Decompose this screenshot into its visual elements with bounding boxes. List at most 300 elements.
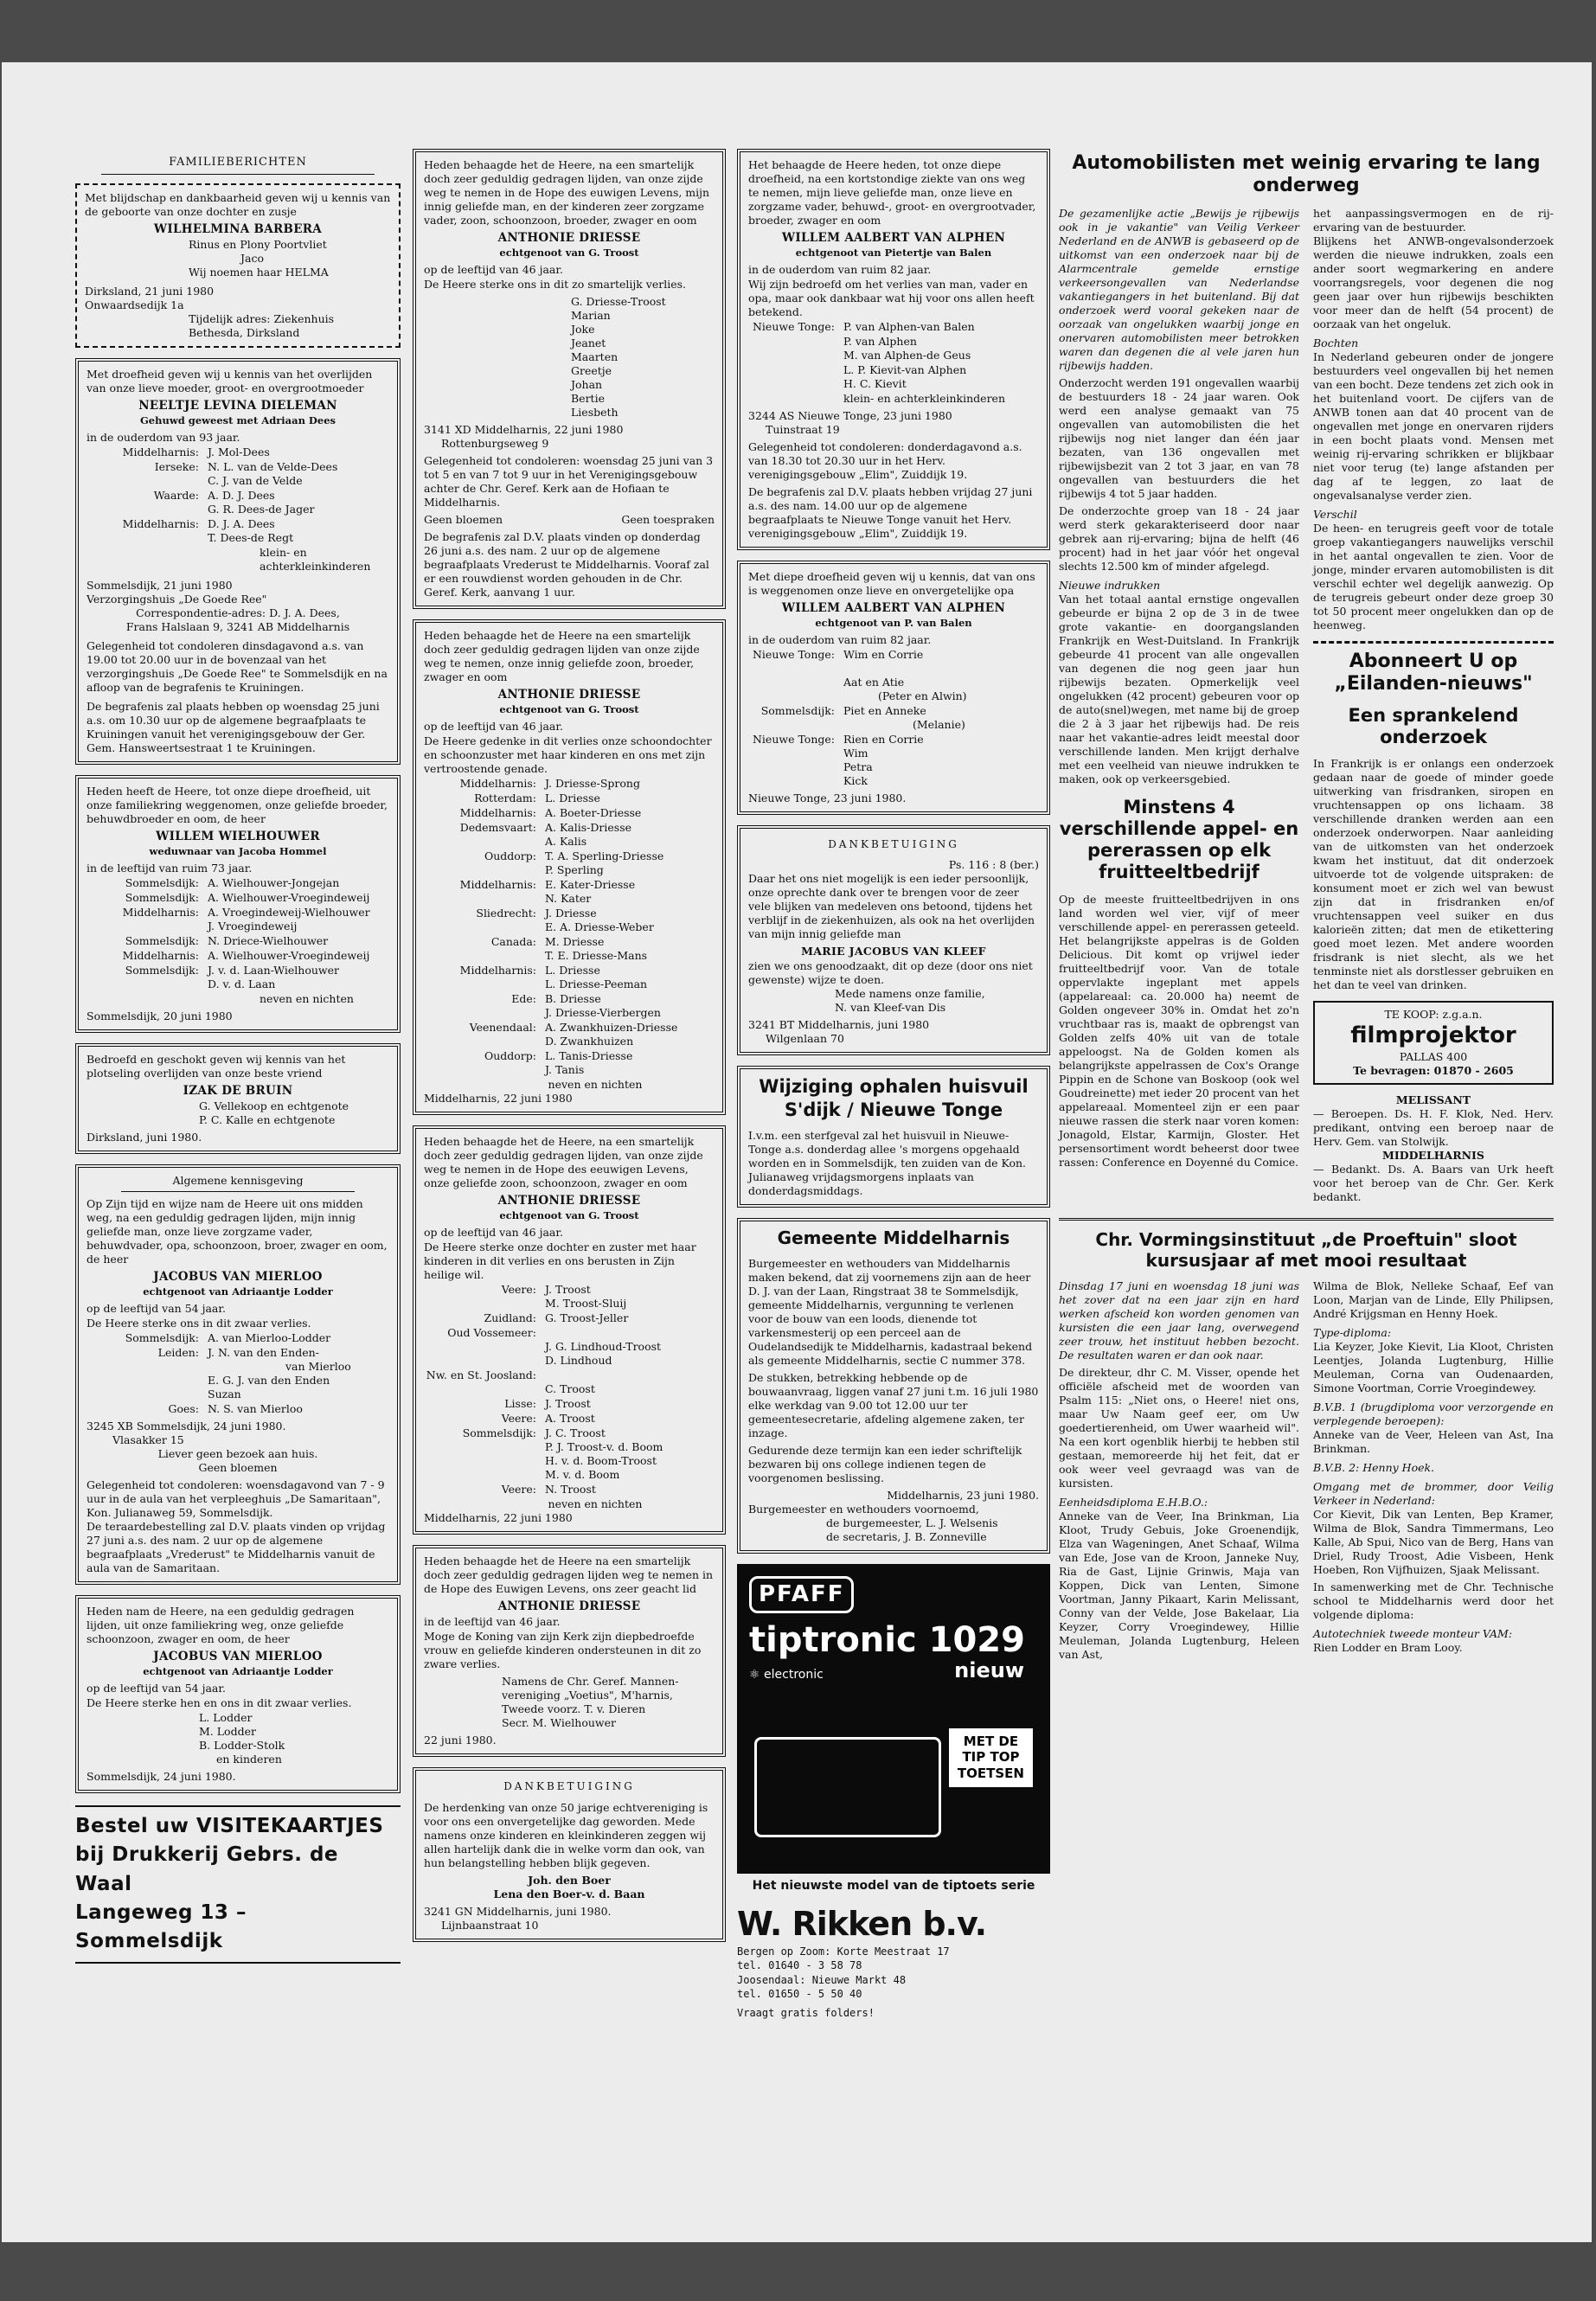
- church-heading: MELISSANT: [1395, 1093, 1471, 1107]
- obituary-driesse-4: [413, 1545, 726, 1757]
- article-text: In samenwerking met de Chr. Technische school te Middelharnis werd door het volgende diploma:: [1313, 1580, 1554, 1622]
- notice-text: De begrafenis zal D.V. plaats hebben vrijdag 27 juni a.s. des nam. 14.00 uur op de algemene begraafplaats te Nieuwe Tonge vanuit het Herv. verenigingsgebouw „Elim", Zuiddijk 19.: [748, 484, 1033, 540]
- notice-address: 3141 XD Middelharnis, 22 juni 1980: [424, 422, 624, 436]
- relative-place: Sommelsdijk:: [125, 890, 199, 904]
- relative-name: Petra: [843, 760, 873, 773]
- relative-name: J. v. d. Laan-Wielhouwer: [208, 963, 339, 977]
- article-subhead: B.V.B. 2: Henny Hoek.: [1313, 1461, 1435, 1475]
- notice-text: Daar het ons niet mogelijk is een ieder persoonlijk, onze oprechte dank over te brengen voor de zeer vele blijken van medeleven ons betoond, tijdens het verblijf in de ziekenhuizen, als ook na het overlijden van mijn innig geliefde man: [748, 872, 1035, 941]
- relative-name: T. Dees-de Regt: [208, 530, 294, 544]
- ad-line: Joosendaal: Nieuwe Markt 48: [737, 1973, 907, 1986]
- relative-name: Johan: [571, 377, 603, 391]
- notice-line: de secretaris, J. B. Zonneville: [826, 1529, 987, 1543]
- notice-age: in de ouderdom van ruim 82 jaar.: [748, 632, 932, 646]
- notice-name: WILLEM WIELHOUWER: [156, 829, 320, 843]
- relative-place: Ede:: [511, 991, 536, 1005]
- thanks-den-boer: [413, 1767, 726, 1941]
- notice-text: Heden heeft de Heere, tot onze diepe droefheid, uit onze familiekring weggenomen, onze geliefde broeder, behuwdbroeder en oom, de heer: [87, 784, 388, 825]
- relative-name: J. N. van den Enden-: [208, 1346, 319, 1360]
- relative-name: Aat en Atie: [843, 675, 905, 689]
- relative-place: Ouddorp:: [484, 849, 536, 862]
- relative-name: T. A. Sperling-Driesse: [545, 849, 664, 862]
- relative-name: P. van Alphen: [843, 334, 917, 348]
- relative-name: L. Lodder: [199, 1711, 253, 1725]
- sewing-machine-icon: [754, 1737, 941, 1837]
- relative-name: N. Driece-Wielhouwer: [208, 933, 329, 947]
- notice-line: Rinus en Plony Poortvliet: [189, 237, 327, 251]
- obituary-wielhouwer: [75, 775, 401, 1033]
- notice-text: De Heere gedenke in dit verlies onze schoondochter en schoonzuster met haar kinderen en ons met zijn vertroostende genade.: [424, 734, 712, 775]
- relative-name: D. J. A. Dees: [208, 516, 275, 530]
- relative-name: N. S. van Mierloo: [208, 1402, 303, 1416]
- notice-address: Vlasakker 15: [112, 1433, 184, 1447]
- relative-name: L. Driesse: [545, 791, 600, 804]
- relative-name: J. G. Lindhoud-Troost: [545, 1339, 662, 1353]
- notice-spouse: Gehuwd geweest met Adriaan Dees: [139, 414, 337, 427]
- notice-name: IZAK DE BRUIN: [183, 1083, 293, 1098]
- article-text: Op de meeste fruitteeltbedrijven in ons land worden wel vier, vijf of meer verschillende appel- en pererassen geteeld. Het belangrijkste appelras is de Golden Delicious. Dit komt op vrijwel ieder fruitteeltbedrijf voor. Van de totale oppervlakte ingeplant met appels (appelareaal: ca. 20.000 ha) neemt de Golden ongeveer 30% in. Omdat het zo'n vruchtbaar ras is, maakt de opbrengst van Golden zelfs 40% uit van de totale appeloogst. Na de Golden komen als belangrijkste appelrassen de Cox's Orange Pippin en de Schone van Boskoop (ook wel Goudreinette) met ieder 20 procent van het appelareaal. Momenteel zijn er een paar nieuwe rassen die sterk naar voren komen: Jonagold, Elstar, Karmijn, Gloster. Het persensortiment wordt beheerst door twee rassen: Conference en Doyenné du Comice.: [1059, 892, 1299, 1169]
- obituary-van-alphen-2: [737, 561, 1050, 815]
- relative-name: Maarten: [571, 349, 619, 363]
- notice-line: Geen toespraken: [621, 512, 715, 526]
- relative-name: Marian: [571, 308, 611, 322]
- ad-line: MET DE: [963, 1733, 1019, 1749]
- relative-place: Veenendaal:: [469, 1020, 536, 1034]
- notice-age: op de leeftijd van 54 jaar.: [87, 1682, 226, 1695]
- relative-name: M. van Alphen-de Geus: [843, 348, 971, 362]
- notice-date: Middelharnis, 22 juni 1980: [424, 1091, 573, 1105]
- notice-text: Gelegenheid tot condoleren dinsdagavond a.s. van 19.00 tot 20.00 uur in de bovenzaal van het verzorgingshuis „De Goede Ree" te Sommelsdijk en na afloop van de begrafenis te Kruiningen.: [87, 638, 388, 694]
- relative-place: Ouddorp:: [484, 1048, 536, 1062]
- relative-place: Middelharnis:: [459, 877, 536, 891]
- notice-name: MARIE JACOBUS VAN KLEEF: [801, 945, 986, 958]
- notice-date: Dirksland, juni 1980.: [87, 1131, 202, 1144]
- notice-line: de burgemeester, L. J. Welsenis: [826, 1516, 998, 1529]
- notice-date: Dirksland, 21 juni 1980: [85, 284, 215, 298]
- relative-name: J. Driesse: [545, 906, 597, 920]
- ad-tagline: Het nieuwste model van de tiptoets serie: [752, 1878, 1035, 1893]
- column-4: [1059, 149, 1554, 1662]
- relative-name: G. Troost-Jeller: [545, 1311, 629, 1324]
- notice-text: Heden behaagde het de Heere, na een smartelijk doch zeer geduldig gedragen lijden, van onze zijde weg te nemen in de Hope des euwigen Levens, mijn innig geliefde man, en der kinderen zeer zorgzame vader, zoon, schoonzoon, broeder, zwager en oom: [424, 158, 710, 227]
- notice-name: Joh. den Boer: [528, 1873, 611, 1887]
- relative-place: Middelharnis:: [459, 963, 536, 977]
- relative-name: D. Lindhoud: [545, 1353, 612, 1367]
- ad-line: nieuw: [954, 1657, 1024, 1682]
- relative-name: A. van Mierloo-Lodder: [208, 1331, 331, 1345]
- relative-name: Suzan: [208, 1388, 241, 1401]
- article-text: Rien Lodder en Bram Looy.: [1313, 1641, 1463, 1655]
- notice-heading: DANKBETUIGING: [828, 837, 959, 850]
- relative-name: Jeanet: [571, 336, 606, 349]
- notice-address: 3241 GN Middelharnis, juni 1980.: [424, 1904, 612, 1918]
- relative-place: Sommelsdijk:: [125, 1331, 199, 1345]
- article-subhead: Omgang met de brommer, door Veilig Verkeer in Nederland:: [1313, 1480, 1554, 1508]
- relative-name: (Peter en Alwin): [878, 689, 967, 702]
- article-text: Anneke van de Veer, Heleen van Ast, Ina Brinkman.: [1313, 1428, 1554, 1456]
- relative-name: J. Vroegindeweij: [208, 919, 298, 933]
- notice-text: Op Zijn tijd en wijze nam de Heere uit ons midden weg, na een geduldig gedragen lijden, mijn innig geliefde man, onze lieve zorgzame vader, behuwdvader, opa, schoonzoon, broer, zwager en oom, de heer: [87, 1197, 388, 1266]
- relative-name: A. Kalis-Driesse: [545, 820, 632, 834]
- relative-place: Middelharnis:: [459, 805, 536, 819]
- municipality-notice: [737, 1218, 1050, 1554]
- notice-name: ANTHONIE DRIESSE: [497, 687, 641, 702]
- notice-line: klein- en achterkleinkinderen: [260, 545, 371, 573]
- relative-place: [748, 363, 843, 391]
- relative-name: L. Driesse-Peeman: [545, 977, 648, 990]
- notice-line: Bethesda, Dirksland: [189, 325, 300, 339]
- relative-name: P. J. Troost-v. d. Boom: [545, 1439, 663, 1453]
- notice-line: klein- en achterkleinkinderen: [843, 391, 1005, 405]
- notice-spouse: echtgenoot van Adriaantje Lodder: [143, 1285, 333, 1298]
- relative-place: Veere:: [501, 1482, 536, 1496]
- article-subhead: Bochten: [1313, 336, 1359, 349]
- ad-line: bij Drukkerij Gebrs. de Waal: [75, 1843, 339, 1895]
- article-text: De onderzochte groep van 18 - 24 jaar werd sterk gekarakteriseerd door naar gebrek aan rij-ervaring; bijna de helft (46 procent) had in het jaar vóór het ongeval slechts 12.500 km of minder afgelegd.: [1059, 503, 1299, 573]
- section-header: [75, 156, 401, 175]
- rikken-address: [737, 1945, 1050, 2020]
- notice-text: zien we ons genoodzaakt, dit op deze (door ons niet gewenste) wijze te doen.: [748, 959, 1033, 987]
- atom-icon: ⚛: [749, 1668, 760, 1682]
- relative-place: Middelharnis:: [122, 445, 199, 458]
- article-text: Onderzocht werden 191 ongevallen waarbij de bestuurders 18 - 24 jaar waren. Ook werd een analyse gemaakt van 75 ongevallen van automobilisten die het rijbewijs nog niet langer dan één jaar bezaten, van 136 ongevallen met rijbewijsbezit van 2 tot 3 jaar, en van 78 ongevallen van bestuurders die het rijbewijs 4 tot 5 jaar hadden.: [1059, 375, 1299, 500]
- relative-name: en kinderen: [216, 1753, 282, 1766]
- notice-text: De begrafenis zal D.V. plaats vinden op donderdag 26 juni a.s. des nam. 2 uur op de algemene begraafplaats Vrederust te Middelharnis. Vooraf zal er een rouwdienst worden gehouden in de Chr. Geref. Kerk, aanvang 1 uur.: [424, 529, 709, 599]
- ad-line: Langeweg 13 – Sommelsdijk: [75, 1901, 247, 1953]
- article-headline: Automobilisten met weinig ervaring te lang onderweg: [1072, 152, 1541, 197]
- notice-text: I.v.m. een sterfgeval zal het huisvuil in Nieuwe-Tonge a.s. donderdag allee 's morgens opgehaald worden en in Sommelsdijk, ten zuiden van de Kon. Julianaweg vrijdagsmorgens inplaats van donderdagsmiddags.: [748, 1129, 1027, 1198]
- relative-name: Bertie: [571, 391, 605, 405]
- notice-name: ANTHONIE DRIESSE: [497, 1193, 641, 1208]
- notice-text: Met droefheid geven wij u kennis van het overlijden van onze lieve moeder, groot- en overgrootmoeder: [87, 367, 373, 394]
- relative-name: Wim en Corrie: [843, 647, 924, 661]
- notice-text: De teraardebestelling zal D.V. plaats vinden op vrijdag 27 juni a.s. des nam. 2 uur op de algemene begraafplaats „Vrederust" te Middelharnis vanuit de aula van de Samaritaan.: [87, 1520, 386, 1575]
- relative-place: Sliedrecht:: [476, 906, 536, 920]
- relative-place: Middelharnis:: [122, 948, 199, 962]
- relative-name: A. Wielhouwer-Vroegindeweij: [208, 890, 370, 904]
- relative-name: (Melanie): [913, 717, 965, 731]
- relative-place: Zuidland:: [484, 1311, 536, 1324]
- obituary-driesse-2: [413, 619, 726, 1115]
- relative-name: J. C. Troost: [545, 1426, 606, 1439]
- ad-line: Vraagt gratis folders!: [737, 2007, 875, 2020]
- obituary-van-mierloo-2: [75, 1595, 401, 1793]
- subscribe-ad: Abonneert U op „Eilanden-nieuws": [1313, 641, 1554, 696]
- notice-date: 22 juni 1980.: [424, 1734, 497, 1747]
- notice-text: Gelegenheid tot condoleren: woensdagavond van 7 - 9 uur in de aula van het verpleeghuis „De Samaritaan", Kon. Julianaweg 59, Sommelsdijk.: [87, 1478, 385, 1520]
- relative-name: A. Boeter-Driesse: [545, 805, 642, 819]
- relative-place: [748, 335, 843, 362]
- relative-place: Goes:: [168, 1402, 199, 1416]
- article-text: Cor Kievit, Dik van Lenten, Bep Kramer, Wilma de Blok, Sandra Timmermans, Leo Kalle, Ab Spui, Nico van de Berg, Hans van Driel, Rudy Troost, Adie Visbeen, Henk Hoeben, Ron Vijfhuizen, Sjaak Melissant.: [1313, 1508, 1554, 1577]
- relative-name: E. Kater-Driesse: [545, 877, 636, 891]
- notice-line: Secr. M. Wielhouwer: [502, 1716, 616, 1730]
- article-headline: Een sprankelend onderzoek: [1348, 704, 1519, 747]
- notice-age: in de leeftijd van ruim 73 jaar.: [87, 861, 253, 875]
- notice-line: neven en nichten: [548, 1077, 643, 1091]
- notice-address: 3244 AS Nieuwe Tonge, 23 juni 1980: [748, 408, 952, 422]
- notice-text: Gelegenheid tot condoleren: woensdag 25 juni van 3 tot 5 en van 7 tot 9 uur in het Verenigingsgebouw achter de Chr. Geref. Kerk aan de Hofiaan te Middelharnis.: [424, 453, 714, 509]
- relative-name: H. v. d. Boom-Troost: [545, 1453, 657, 1467]
- relative-place: Lisse:: [504, 1396, 536, 1410]
- notice-text: Met blijdschap en dankbaarheid geven wij u kennis van de geboorte van onze dochter en zusje: [85, 190, 391, 218]
- relative-name: A. Kalis: [545, 834, 587, 848]
- pfaff-ad: [737, 1564, 1050, 1893]
- relative-place: Leiden:: [157, 1346, 199, 1360]
- relative-name: J. Troost: [545, 1396, 591, 1410]
- relative-name: E. A. Driesse-Weber: [545, 920, 654, 933]
- article-text: Van het totaal aantal ernstige ongevallen gebeurde er bijna 2 op de 3 in de twee grote vakantie- en doorgangslanden Frankrijk en West-Duitsland. In Frankrijk gebeurde 41 procent van alle ongevallen van degenen die nog geen jaar hun rijbewijs bezaten. Opmerkelijk veel ongelukken (42 procent) gebeuren voor op de auto(snel)wegen, met name bij de groep die 2 à 3 jaar het rijbewijs had. De reis naar het vakantie-adres leidt meestal door verschillende landen. Men krijgt derhalve met een veelheid van nieuwe indrukken te maken, ook op verkeersgebied.: [1059, 592, 1299, 785]
- notice-name: JACOBUS VAN MIERLOO: [153, 1650, 323, 1664]
- notice-text: Heden behaagde het de Heere na een smartelijk doch zeer geduldig gedragen lijden weg te nemen in de Hope des Euwigen Levens, ons zeer geacht lid: [424, 1554, 714, 1595]
- relative-name: T. E. Driesse-Mans: [545, 948, 648, 962]
- ad-line: Te bevragen: 01870 - 2605: [1353, 1064, 1514, 1078]
- ad-line: PALLAS 400: [1399, 1050, 1468, 1064]
- article-subhead: Autotechniek tweede monteur VAM:: [1313, 1627, 1513, 1641]
- obituary-van-mierloo-1: [75, 1164, 401, 1585]
- ad-line: TIP TOP: [962, 1749, 1020, 1766]
- church-heading: MIDDELHARNIS: [1382, 1149, 1484, 1163]
- notice-line: De Heere sterke ons in dit zo smartelijk verlies.: [424, 277, 687, 291]
- notice-line: De Heere sterke ons in dit zwaar verlies.: [87, 1317, 311, 1330]
- notice-address: Tuinstraat 19: [766, 422, 840, 436]
- notice-line: Tweede voorz. T. v. Dieren: [502, 1702, 646, 1716]
- relative-place: Rotterdam:: [474, 791, 536, 804]
- notice-name: ANTHONIE DRIESSE: [497, 231, 641, 245]
- relative-place: Middelharnis:: [122, 905, 199, 919]
- notice-spouse: echtgenoot van Pietertje van Balen: [795, 247, 992, 260]
- notice-age: op de leeftijd van 46 jaar.: [424, 719, 563, 733]
- ad-line: electronic: [764, 1668, 824, 1682]
- ad-line: tel. 01640 - 3 58 78: [737, 1959, 862, 1972]
- notice-line: neven en nichten: [260, 991, 354, 1005]
- relative-name: M. v. d. Boom: [545, 1467, 620, 1481]
- relative-name: Kick: [843, 773, 868, 787]
- relative-name: J. Driesse-Sprong: [545, 776, 640, 790]
- relative-place: Ierseke:: [154, 459, 199, 473]
- notice-line: Geen bloemen: [198, 1461, 278, 1475]
- relative-name: C. Troost: [545, 1381, 595, 1395]
- notice-text: Burgemeester en wethouders van Middelharnis maken bekend, dat zij voornemens zijn aan de heer D. J. van der Laan, Ringstraat 38 te Sommelsdijk, gemeente Middelharnis, vergunning te verlenen voor de bouw van een loods, dienende tot varkensmesterij op een perceel aan de Oudelandsedijk te Middelharnis, kadastraal bekend als gemeente Middelharnis, sectie C nummer 378.: [748, 1256, 1033, 1367]
- relative-name: L. Driesse: [545, 963, 600, 977]
- notice-age: in de ouderdom van 93 jaar.: [87, 430, 240, 444]
- article-text: In Frankrijk is er onlangs een onderzoek gedaan naar de goede of minder goede uitwerking van frisdranken, siropen en vruchtensappen op ons lichaam. 38 verschillende dranken werden aan een onderzoek onderworpen. Naar aanleiding van de uitkomsten van het onderzoek kwam het instituut, dat dit onderzoek uitvoerde tot de volgende uitspraken: de konsument moet er zich wel van bewust zijn dat in frisdranken en/of vruchtensappen veel suiker en dus kalorieën zitten; dat men de etikettering goed moet lezen. Met andere woorden frisdrank is niet slecht, als we het tenminste niet als dorstlesser gebruiken en het dan te veel van drinken.: [1313, 756, 1554, 991]
- notice-name: WILLEM AALBERT VAN ALPHEN: [781, 231, 1006, 245]
- notice-text: De stukken, betrekking hebbende op de bouwaanvraag, liggen vanaf 27 juni t.m. 16 juli 1980 elke werkdag van 9.00 tot 12.00 uur ter gemeentesecretarie, afdeling algemene zaken, ter inzage.: [748, 1370, 1039, 1439]
- notice-line: Mede namens onze familie,: [835, 987, 985, 1001]
- obituary-van-alphen-1: [737, 149, 1050, 550]
- relative-place: Sommelsdijk:: [462, 1426, 536, 1439]
- notice-text: Het behaagde de Heere heden, tot onze diepe droefheid, na een kortstondige ziekte van ons weg te nemen, mijn lieve geliefde man, onze lieve en zorgzame vader, behuwd-, groot- en overgrootvader, broeder, zwager en oom: [748, 158, 1036, 227]
- relative-name: Rien en Corrie: [843, 732, 924, 746]
- relative-name: A. Vroegindeweij-Wielhouwer: [208, 905, 370, 919]
- relative-name: B. Driesse: [545, 991, 601, 1005]
- relative-place: Canada:: [490, 934, 536, 948]
- article-headline: Chr. Vormingsinstituut „de Proeftuin" sloot kursusjaar af met mooi resultaat: [1095, 1229, 1517, 1272]
- notice-age: op de leeftijd van 54 jaar.: [87, 1302, 226, 1316]
- relative-place: Nieuwe Tonge:: [752, 732, 835, 746]
- obituary-de-bruin: [75, 1043, 401, 1154]
- notice-line: N. van Kleef-van Dis: [835, 1001, 946, 1015]
- relative-name: P. Sperling: [545, 862, 604, 876]
- notice-name: ANTHONIE DRIESSE: [497, 1599, 641, 1613]
- notice-text: Bedroefd en geschokt geven wij kennis van het plotseling overlijden van onze beste vriend: [87, 1052, 346, 1080]
- notice-address: Wilgenlaan 70: [766, 1032, 844, 1046]
- relative-place: Sommelsdijk:: [760, 703, 835, 717]
- relative-name: A. Wielhouwer-Vroegindeweij: [208, 948, 370, 962]
- relative-place: Sommelsdijk:: [125, 875, 199, 889]
- relative-place: Waarde:: [153, 488, 199, 502]
- notice-spouse: echtgenoot van Adriaantje Lodder: [143, 1665, 333, 1678]
- relative-name: C. J. van de Velde: [208, 473, 303, 487]
- ad-line: Bergen op Zoom: Korte Meestraat 17: [737, 1945, 950, 1958]
- article-subhead: Type-diploma:: [1313, 1326, 1392, 1340]
- notice-line: Namens de Chr. Geref. Mannen-: [502, 1675, 679, 1689]
- obituary-dieleman: [75, 358, 401, 765]
- ad-line: TE KOOP: z.g.a.n.: [1384, 1007, 1483, 1021]
- relative-name: Greetje: [571, 363, 612, 377]
- notice-spouse: echtgenoot van G. Troost: [499, 247, 639, 260]
- relative-place: Sommelsdijk:: [125, 933, 199, 947]
- notice-heading: Gemeente Middelharnis: [777, 1227, 1010, 1249]
- ad-line: filmprojektor: [1350, 1022, 1516, 1048]
- article-proeftuin: [1059, 1279, 1554, 1662]
- article-headline: Minstens 4 verschillende appel- en pererassen op elk fruitteeltbedrijf: [1059, 796, 1299, 883]
- relative-name: H. C. Kievit: [843, 376, 907, 390]
- notice-address: 3245 XB Sommelsdijk, 24 juni 1980.: [87, 1420, 286, 1433]
- notice-spouse: echtgenoot van P. van Balen: [815, 617, 972, 630]
- article-text: De heen- en terugreis geeft voor de totale groep vakantiegangers nauwelijks verschil in het aantal ongevallen te zien. Voor de jonge, minder ervaren automobilisten is dit verschil echter wel degelijk aanwezig. Op de terugreis gebeurt onder deze groep 30 tot 50 procent meer ongelukken dan op de heenweg.: [1313, 521, 1554, 631]
- notice-spouse: echtgenoot van G. Troost: [499, 703, 639, 716]
- relative-name: van Mierloo: [285, 1360, 351, 1374]
- notice-date: Sommelsdijk, 24 juni 1980.: [87, 1770, 236, 1784]
- relative-place: Nieuwe Tonge:: [752, 647, 835, 661]
- article-text: het aanpassingsvermogen en de rij-ervaring van de bestuurder.: [1313, 206, 1554, 234]
- relative-name: J. Driesse-Vierbergen: [545, 1005, 661, 1019]
- relative-name: A. Zwankhuizen-Driesse: [545, 1020, 678, 1034]
- notice-name: WILHELMINA BARBERA: [153, 221, 323, 236]
- notice-age: in de leeftijd van 46 jaar.: [424, 1615, 561, 1629]
- relative-place: Veere:: [501, 1282, 536, 1296]
- article-text: Blijkens het ANWB-ongevalsonderzoek werden die nieuwe indrukken, zoals een ander soort wegmarkering en andere voorrangsregels, voor degenen die nog geen jaar over hun rijbewijs beschikten voor meer dan de helft (54 procent) de oorzaak van het ongeluk.: [1313, 234, 1554, 330]
- article-subhead: Nieuwe indrukken: [1059, 578, 1161, 592]
- relative-place: Nieuwe Tonge:: [752, 319, 835, 333]
- relative-name: N. L. van de Velde-Dees: [208, 459, 338, 473]
- relative-name: Wim: [843, 746, 869, 760]
- relative-name: B. Lodder-Stolk: [199, 1739, 285, 1753]
- relative-place: Middelharnis:: [122, 516, 199, 530]
- relative-name: D. Zwankhuizen: [545, 1034, 634, 1048]
- notice-text: Heden behaagde het de Heere na een smartelijk doch zeer geduldig gedragen lijden van onze zijde weg te nemen, onze innig geliefde zoon, broeder, zwager en oom: [424, 628, 700, 683]
- relative-name: G. Driesse-Troost: [571, 294, 666, 308]
- birth-announcement: [75, 183, 401, 348]
- notice-text: Wij zijn bedroefd om het verlies van man, vader en opa, maar ook dankbaar wat hij voor ons allen heeft betekend.: [748, 277, 1035, 318]
- relative-name: A. Troost: [545, 1411, 595, 1425]
- notice-text: De Heere sterke onze dochter en zuster met haar kinderen in dit verlies en ons berusten in Zijn heilige wil.: [424, 1240, 696, 1281]
- business-card-ad: [75, 1805, 401, 1964]
- notice-line: Frans Halslaan 9, 3241 AB Middelharnis: [125, 619, 350, 633]
- notice-name: JACOBUS VAN MIERLOO: [153, 1270, 323, 1285]
- section-title: FAMILIEBERICHTEN: [169, 156, 307, 169]
- notice-text: Met diepe droefheid geven wij u kennis, dat van ons is weggenomen onze lieve en onvergetelijke opa: [748, 569, 1035, 597]
- column-1: [75, 149, 401, 1964]
- article-subhead: Eenheidsdiploma E.H.B.O.:: [1059, 1496, 1208, 1509]
- relative-place: Veere:: [501, 1411, 536, 1425]
- relative-place: Middelharnis:: [459, 776, 536, 790]
- notice-text: De begrafenis zal plaats hebben op woensdag 25 juni a.s. om 10.30 uur op de algemene begraafplaats te Kruiningen vanuit het verenigingsgebouw der Ger. Gem. Hansweertsestraat 1 te Kruiningen.: [87, 699, 380, 754]
- relative-name: Piet en Anneke: [843, 703, 926, 717]
- relative-name: A. D. J. Dees: [208, 488, 275, 502]
- notice-address: Lijnbaanstraat 10: [441, 1918, 539, 1932]
- relative-name: D. v. d. Laan: [208, 977, 276, 990]
- relative-place: Oud Vossemeer:: [447, 1325, 536, 1339]
- article-text: Dinsdag 17 juni en woensdag 18 juni was het zover dat na een jaar zijn en hard werken afscheid kon worden genomen van kursisten die een jaar lang, overwegend zeer trouw, het instituut hebben bezocht. De resultaten waren er dan ook naar.: [1059, 1279, 1299, 1362]
- relative-name: N. Troost: [545, 1482, 596, 1496]
- relative-place: Sommelsdijk:: [125, 963, 199, 977]
- pfaff-logo: PFAFF: [749, 1576, 854, 1613]
- newspaper-page: [2, 62, 1592, 2242]
- notice-address: Rottenburgseweg 9: [441, 436, 549, 450]
- ad-line: Bestel uw VISITEKAARTJES: [75, 1815, 384, 1838]
- obituary-driesse-3: [413, 1125, 726, 1535]
- notice-line: Wij noemen haar HELMA: [189, 265, 329, 279]
- waste-collection-notice: [737, 1066, 1050, 1208]
- relative-name: J. Mol-Dees: [208, 445, 270, 458]
- thanks-van-kleef: [737, 825, 1050, 1055]
- ad-badge: [949, 1728, 1033, 1787]
- column-3: [737, 149, 1050, 2020]
- notice-line: Tijdelijk adres: Ziekenhuis: [189, 311, 335, 325]
- notice-line: Liever geen bezoek aan huis.: [157, 1447, 318, 1461]
- notice-line: Ps. 116 : 8 (ber.): [948, 858, 1039, 872]
- notice-text: Heden behaagde het de Heere, na een smartelijk doch zeer geduldig gedragen lijden, van onze zijde weg te nemen in de Hope des eeuwigen Levens, onze geliefde zoon, schoonzoon, zwager en oom: [424, 1134, 703, 1189]
- relative-name: Joke: [571, 322, 595, 336]
- relative-place: Dedemsvaart:: [459, 820, 536, 834]
- notice-line: Verzorgingshuis „De Goede Ree": [87, 592, 267, 606]
- notice-text: Heden nam de Heere, na een geduldig gedragen lijden, uit onze familiekring weg, onze geliefde schoonzoon, zwager en oom, de heer: [87, 1605, 355, 1646]
- article-text: — Bedankt. Ds. A. Baars van Urk heeft voor het beroep van de Chr. Ger. Kerk bedankt.: [1313, 1163, 1554, 1204]
- relative-place: Nw. en St. Joosland:: [426, 1368, 536, 1381]
- notice-text: Moge de Koning van zijn Kerk zijn diepbedroefde vrouw en geliefde kinderen ondersteunen in dit zo zware verlies.: [424, 1630, 702, 1671]
- relative-name: J. Troost: [545, 1282, 591, 1296]
- relative-name: G. R. Dees-de Jager: [208, 502, 315, 516]
- notice-spouse: weduwnaar van Jacoba Hommel: [149, 845, 327, 858]
- notice-date: Middelharnis, 22 juni 1980: [424, 1510, 573, 1524]
- notice-date: Nieuwe Tonge, 23 juni 1980.: [748, 791, 907, 804]
- notice-line: Geen bloemen: [424, 512, 503, 526]
- relative-name: A. Wielhouwer-Jongejan: [208, 875, 340, 889]
- relative-name: M. Lodder: [199, 1725, 256, 1739]
- notice-heading: Wijziging ophalen huisvuil: [759, 1076, 1029, 1098]
- ad-line: tel. 01650 - 5 50 40: [737, 1987, 862, 2000]
- notice-address: 3241 BT Middelharnis, juni 1980: [748, 1018, 930, 1032]
- article-text: In Nederland gebeuren onder de jongere bestuurders veel ongevallen bij het nemen van een bocht. Deze tendens zet zich ook in het buitenland voort. De cijfers van de ANWB tonen aan dat 40 procent van de ongevallen met jonge en onervaren rijders in een bocht plaats vond. Mensen met weinig rij-ervaring schrikken er blijkbaar niet voor terug (te) lange afstanden per dag af te leggen, zo laat de ongevalsanalyse verder zien.: [1313, 349, 1554, 502]
- article-text: — Beroepen. Ds. H. F. Klok, Ned. Herv. predikant, ontving een beroep naar de Herv. Gem. van Stolwijk.: [1313, 1107, 1554, 1149]
- notice-date: Sommelsdijk, 21 juni 1980: [87, 578, 233, 592]
- relatives-list: [87, 445, 389, 545]
- relative-name: L. P. Kievit-van Alphen: [843, 362, 967, 376]
- notice-age: in de ouderdom van ruim 82 jaar.: [748, 262, 932, 276]
- relative-name: P. van Alphen-van Balen: [843, 319, 975, 333]
- notice-spouse: echtgenoot van G. Troost: [499, 1209, 639, 1222]
- article-text: Lia Keyzer, Joke Kievit, Lia Kloot, Christen Leentjes, Jolanda Lugtenburg, Hillie Meuleman, Corna van Oudenaarden, Simone Voortman, Corrie Vroegindewey.: [1313, 1340, 1554, 1395]
- article-text: Anneke van de Veer, Ina Brinkman, Lia Kloot, Trudy Gebuis, Joke Groenendijk, Elza van Wageningen, Anet Schaaf, Wilma van Ede, Jose van de Kroon, Janneke Nuy, Ria de Gast, Lijnie Grinwis, Maja van Koppen, Dick van Lenten, Simone Voortman, Janny Pikaart, Karin Melissant, Conny van der Velde, Jose Bakelaar, Lia Keyzer, Corry Vroegindewey, Hillie Meuleman, Jolanda Lugtenburg, Heleen van Ast,: [1059, 1509, 1299, 1662]
- notice-text: Gelegenheid tot condoleren: donderdagavond a.s. van 18.30 tot 20.30 uur in het Herv. verenigingsgebouw „Elim", Zuiddijk 19.: [748, 439, 1022, 481]
- article-subhead: Verschil: [1313, 507, 1357, 521]
- ad-model: tiptronic 1029: [749, 1619, 1025, 1660]
- article-automobilisten: [1059, 207, 1554, 1204]
- notice-line: G. Vellekoop en echtgenote: [199, 1099, 349, 1113]
